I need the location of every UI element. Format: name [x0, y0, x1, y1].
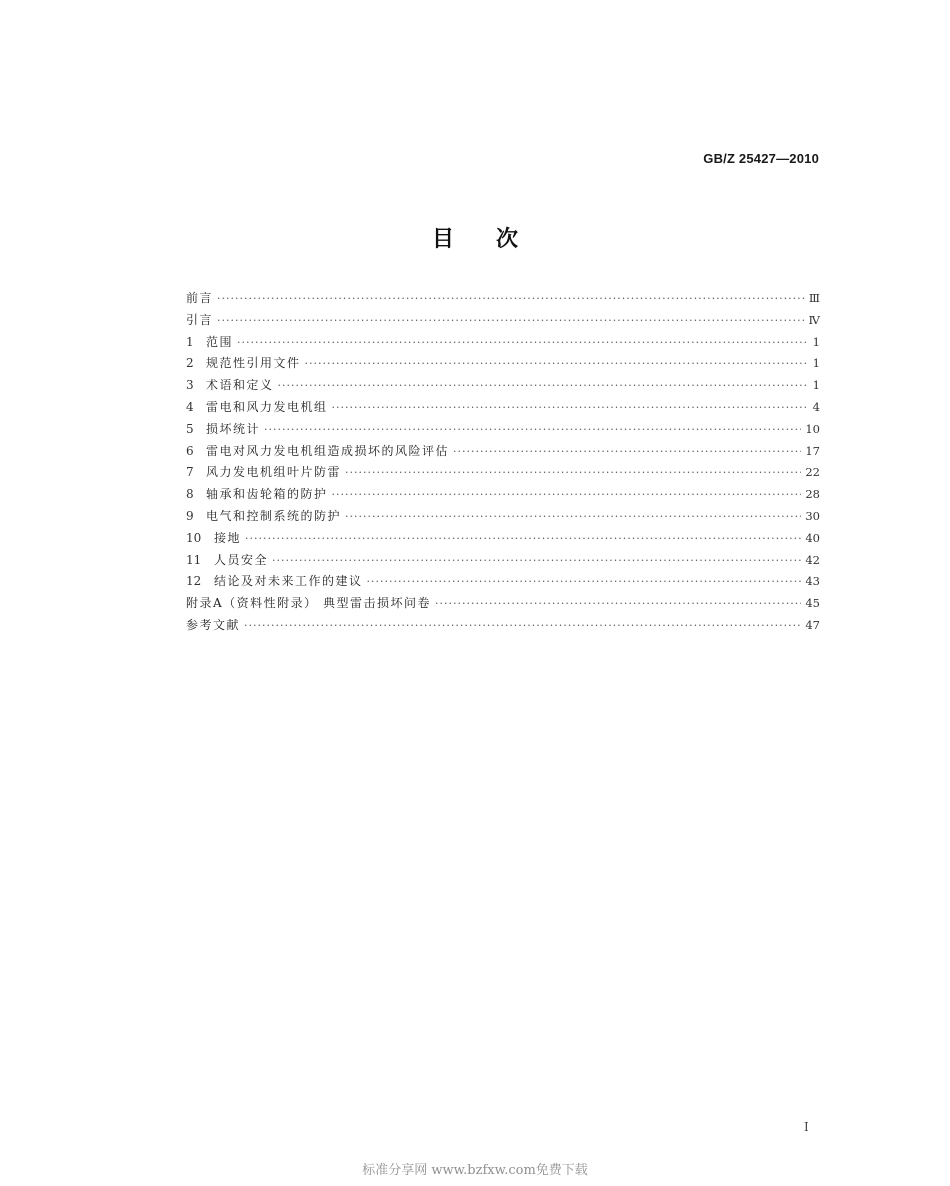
toc-leader-dots [272, 550, 801, 572]
toc-entry-label: 轴承和齿轮箱的防护 [206, 487, 328, 502]
toc-entry-label: 规范性引用文件 [206, 356, 301, 371]
toc-entry-11[interactable] [186, 550, 820, 572]
page-title: 目次 [431, 227, 560, 252]
toc-entry-3[interactable] [186, 375, 820, 397]
toc-entry-number: 5 [186, 421, 194, 436]
standard-code: GB/Z 25427—2010 [703, 151, 819, 166]
toc-entry-4[interactable] [186, 397, 820, 419]
toc-entry-label: 结论及对未来工作的建议 [214, 574, 363, 589]
toc-leader-dots [245, 528, 801, 550]
table-of-contents [186, 288, 820, 637]
toc-entry-label: 雷电对风力发电机组造成损坏的风险评估 [206, 443, 450, 458]
toc-entry-number: 11 [186, 552, 202, 567]
toc-entry-page: 47 [805, 617, 820, 632]
toc-leader-dots [264, 419, 801, 441]
toc-entry-label: 损坏统计 [206, 421, 261, 436]
toc-entry-number: 8 [186, 487, 194, 502]
watermark-text: 标准分享网 www.bzfxw.com免费下载 [362, 1163, 588, 1178]
toc-entry-page: 1 [812, 356, 820, 371]
toc-entry-page: 22 [805, 465, 820, 480]
toc-entry-label: 引言 [186, 312, 214, 327]
toc-entry-bibliography[interactable] [186, 615, 820, 637]
toc-entry-number: 9 [186, 508, 194, 523]
toc-entry-9[interactable] [186, 506, 820, 528]
toc-entry-page: 45 [805, 596, 820, 611]
toc-entry-page: 1 [812, 334, 820, 349]
toc-entry-7[interactable] [186, 462, 820, 484]
page-number: Ⅰ [804, 1120, 809, 1134]
toc-entry-page: 28 [805, 487, 820, 502]
toc-entry-page: 40 [805, 530, 820, 545]
toc-entry-label: 术语和定义 [206, 378, 274, 393]
toc-leader-dots [435, 593, 801, 615]
toc-entry-6[interactable] [186, 441, 820, 463]
toc-leader-dots [367, 571, 802, 593]
toc-leader-dots [345, 506, 801, 528]
toc-leader-dots [305, 353, 806, 375]
toc-entry-appendix-a[interactable] [186, 593, 820, 615]
toc-entry-introduction[interactable] [186, 310, 820, 332]
toc-entry-page: Ⅲ [808, 291, 820, 305]
toc-leader-dots [244, 615, 801, 637]
toc-entry-page: 42 [805, 552, 820, 567]
toc-entry-label: 雷电和风力发电机组 [206, 399, 328, 414]
toc-entry-number: 4 [186, 399, 194, 414]
toc-leader-dots [453, 441, 801, 463]
toc-entry-number: 6 [186, 443, 194, 458]
toc-leader-dots [217, 288, 805, 310]
toc-entry-number: 7 [186, 465, 194, 480]
toc-leader-dots [332, 484, 802, 506]
toc-entry-number: 12 [186, 574, 202, 589]
toc-entry-page: 30 [805, 508, 820, 523]
toc-entry-label: 附录A（资料性附录） 典型雷击损坏问卷 [186, 596, 431, 611]
toc-entry-page: 4 [812, 399, 820, 414]
toc-entry-1[interactable] [186, 332, 820, 354]
toc-entry-label: 电气和控制系统的防护 [206, 508, 342, 523]
toc-leader-dots [345, 462, 801, 484]
toc-entry-number: 1 [186, 334, 194, 349]
toc-entry-12[interactable] [186, 571, 820, 593]
toc-entry-label: 参考文献 [186, 617, 241, 632]
toc-entry-2[interactable] [186, 353, 820, 375]
toc-entry-label: 范围 [206, 334, 234, 349]
toc-entry-page: 43 [805, 574, 820, 589]
toc-entry-10[interactable] [186, 528, 820, 550]
toc-entry-8[interactable] [186, 484, 820, 506]
toc-entry-foreword[interactable] [186, 288, 820, 310]
toc-entry-page: Ⅳ [808, 312, 820, 327]
toc-leader-dots [278, 375, 806, 397]
toc-leader-dots [332, 397, 806, 419]
toc-entry-page: 17 [805, 443, 820, 458]
toc-entry-label: 前言 [186, 291, 214, 305]
toc-entry-label: 人员安全 [214, 552, 269, 567]
toc-entry-page: 1 [812, 378, 820, 393]
toc-entry-number: 3 [186, 378, 194, 393]
toc-entry-number: 10 [186, 530, 202, 545]
toc-entry-5[interactable] [186, 419, 820, 441]
toc-leader-dots [217, 310, 804, 332]
toc-entry-label: 接地 [214, 530, 242, 545]
toc-entry-page: 10 [805, 421, 820, 436]
toc-leader-dots [237, 332, 806, 354]
toc-entry-number: 2 [186, 356, 194, 371]
toc-entry-label: 风力发电机组叶片防雷 [206, 465, 342, 480]
